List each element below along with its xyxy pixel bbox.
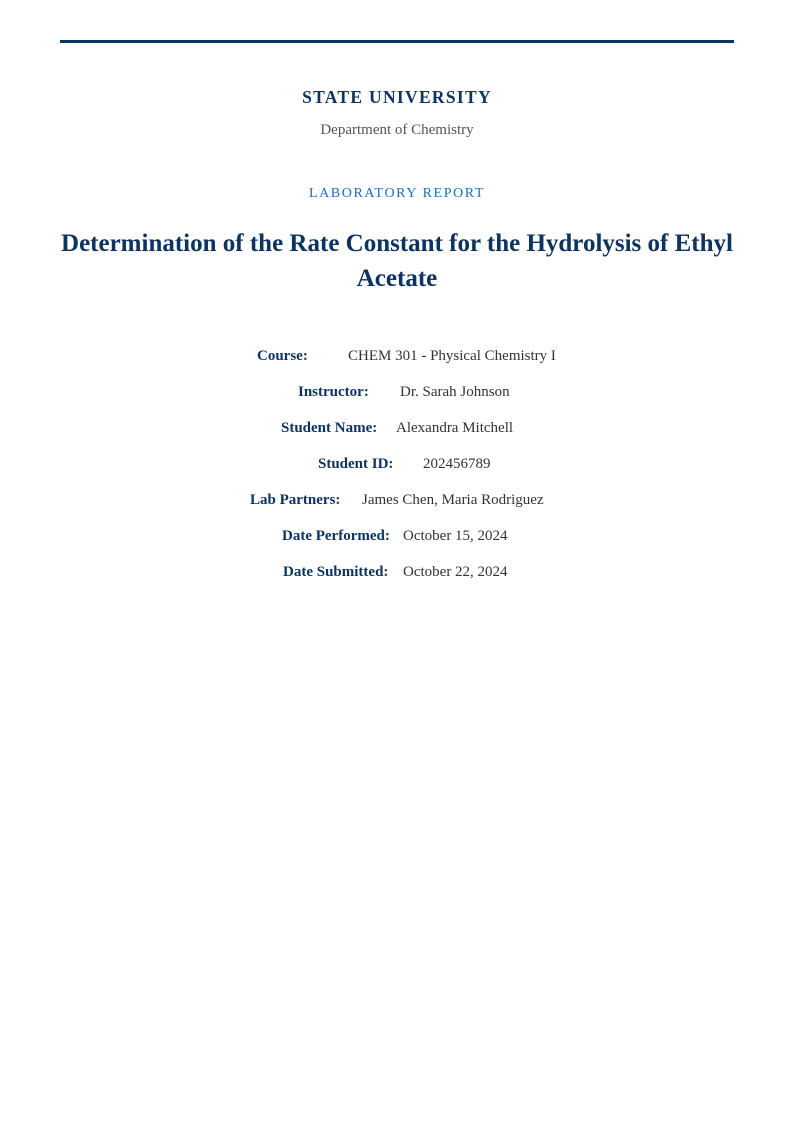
info-value-date-submitted: October 22, 2024 bbox=[403, 564, 508, 580]
info-value-instructor: Dr. Sarah Johnson bbox=[400, 384, 510, 400]
info-label-date-submitted: Date Submitted: bbox=[283, 564, 389, 580]
info-label-lab-partners: Lab Partners: bbox=[250, 492, 341, 508]
info-value-date-performed: October 15, 2024 bbox=[403, 528, 508, 544]
document-type: LABORATORY REPORT bbox=[308, 186, 486, 201]
info-label-student-id: Student ID: bbox=[318, 456, 394, 472]
info-label-instructor: Instructor: bbox=[298, 384, 369, 400]
info-label-student-name: Student Name: bbox=[281, 420, 378, 436]
info-value-lab-partners: James Chen, Maria Rodriguez bbox=[362, 492, 544, 508]
info-label-course: Course: bbox=[257, 348, 308, 364]
department-name: Department of Chemistry bbox=[320, 122, 474, 138]
report-title: Determination of the Rate Constant for the Hydrolysis of Ethyl Acetate bbox=[61, 230, 733, 292]
info-value-student-name: Alexandra Mitchell bbox=[396, 420, 514, 436]
info-value-student-id: 202456789 bbox=[423, 456, 491, 472]
header-rule bbox=[60, 40, 734, 43]
university-name: STATE UNIVERSITY bbox=[302, 87, 492, 107]
info-label-date-performed: Date Performed: bbox=[282, 528, 390, 544]
info-value-course: CHEM 301 - Physical Chemistry I bbox=[348, 348, 556, 364]
